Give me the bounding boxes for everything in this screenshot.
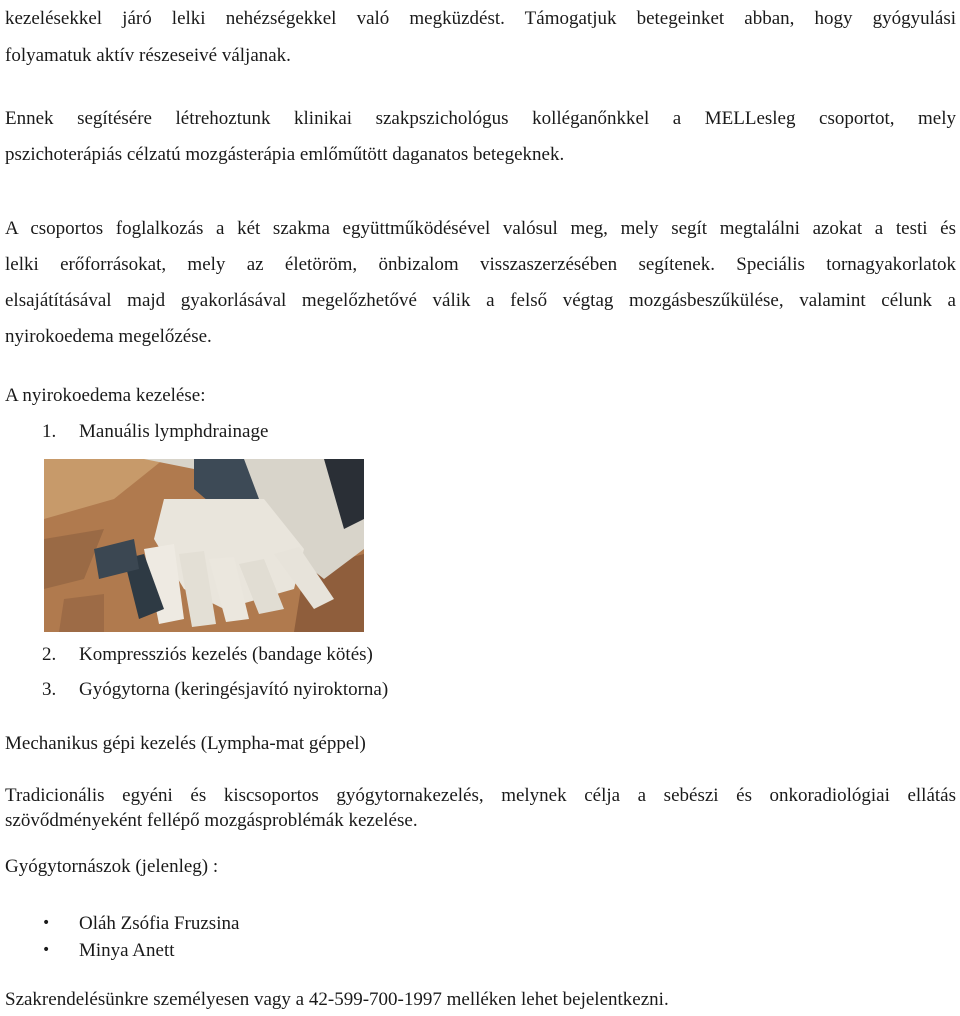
staff-list [42, 910, 239, 964]
staff-name: Oláh Zsófia Fruzsina [79, 913, 240, 934]
text-line: elsajátításával majd gyakorlásával megelőzhetővé válik a felső végtag mozgásbeszűkülése, valamint célunk a [5, 290, 956, 311]
item-number: 1. [42, 421, 57, 442]
mechanical-treatment-paragraph: Mechanikus gépi kezelés (Lympha-mat géppel) [5, 733, 366, 754]
list-item [42, 910, 239, 937]
text-line: Tradicionális egyéni és kiscsoportos gyógytornakezelés, melynek célja a sebészi és onkoradiológiai ellátás [5, 785, 956, 806]
traditional-treatment-paragraph [5, 783, 956, 833]
bullet-icon: • [42, 942, 51, 958]
text-line: pszichoterápiás célzatú mozgásterápia emlőműtött daganatos betegeknek. [5, 144, 565, 165]
treatment-item [42, 644, 373, 666]
item-label: Manuális lymphdrainage [79, 421, 269, 442]
item-label: Gyógytorna (keringésjavító nyiroktorna) [79, 679, 389, 700]
item-number: 2. [42, 644, 57, 665]
item-label: Kompressziós kezelés (bandage kötés) [79, 644, 373, 665]
lymph-treatment-heading: A nyirokoedema kezelése: [5, 385, 206, 406]
text-line: szövődményeként fellépő mozgásproblémák kezelése. [5, 810, 418, 831]
text-line: nyirokoedema megelőzése. [5, 326, 212, 347]
list-item [42, 937, 239, 964]
intro-paragraph [5, 0, 956, 74]
mellesleg-paragraph [5, 101, 956, 173]
treatment-item [42, 421, 268, 443]
bandaged-hand-photo [44, 459, 364, 632]
bullet-icon: • [42, 915, 51, 931]
item-number: 3. [42, 679, 57, 700]
staff-name: Minya Anett [79, 940, 175, 961]
group-session-paragraph [5, 211, 956, 355]
text-line: lelki erőforrásokat, mely az életöröm, önbizalom visszaszerzésében segítenek. Speciális tornagyakorlatok [5, 254, 956, 275]
contact-paragraph: Szakrendelésünkre személyesen vagy a 42-599-700-1997 melléken lehet bejelentkezni. [5, 989, 669, 1010]
text-line: A csoportos foglalkozás a két szakma együttműködésével valósul meg, mely segít megtalálni azokat a testi és [5, 218, 956, 239]
text-line: Ennek segítésére létrehoztunk klinikai szakpszichológus kolléganőnkkel a MELLesleg csoportot, mely [5, 108, 956, 129]
treatment-item [42, 679, 388, 701]
staff-heading: Gyógytornászok (jelenleg) : [5, 856, 219, 877]
text-line: kezelésekkel járó lelki nehézségekkel való megküzdést. Támogatjuk betegeinket abban, hogy gyógyulási [5, 8, 956, 29]
text-line: folyamatuk aktív részeseivé váljanak. [5, 45, 291, 66]
